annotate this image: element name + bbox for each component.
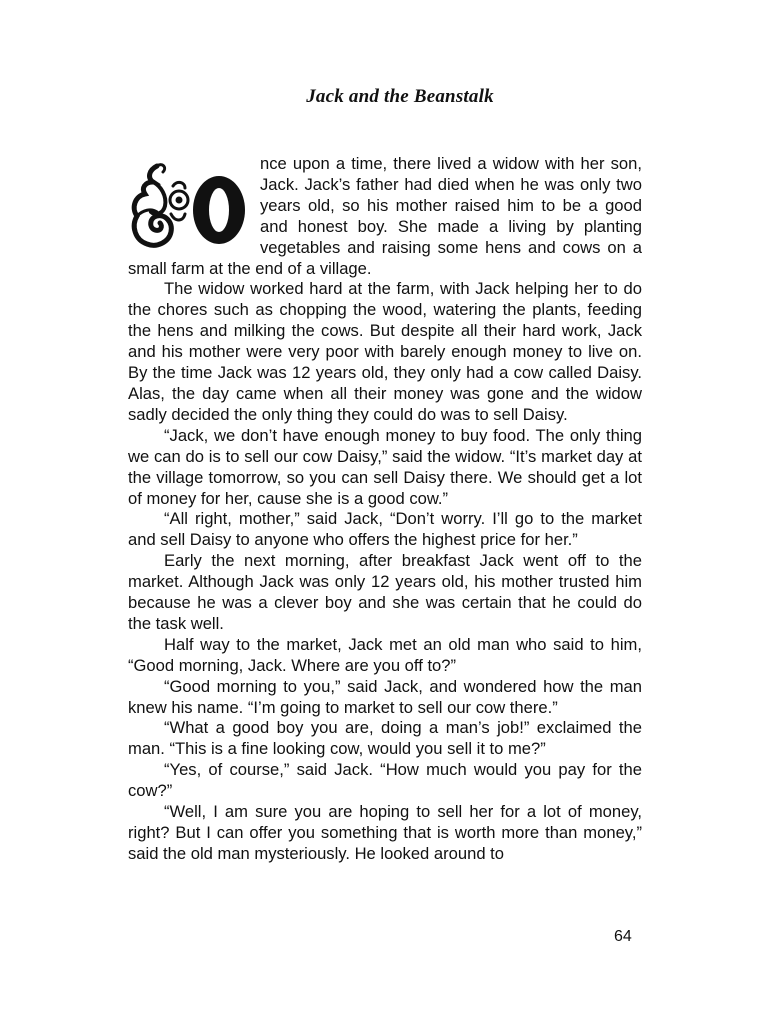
book-page: [128, 84, 642, 865]
story-text: [128, 154, 642, 865]
page-number: 64: [614, 928, 632, 945]
paragraph: “All right, mother,” said Jack, “Don’t worry. I’ll go to the market and sell Daisy to anyone who offers the highest price for her.”: [128, 509, 642, 550]
drop-cap: [126, 154, 252, 258]
paragraph: “Well, I am sure you are hoping to sell her for a lot of money, right? But I can offer you something that is worth more than money,” said the old man mysteriously. He looked around to: [128, 802, 642, 863]
chapter-title: Jack and the Beanstalk: [306, 86, 494, 107]
paragraph: “Yes, of course,” said Jack. “How much would you pay for the cow?”: [128, 760, 642, 801]
paragraph: nce upon a time, there lived a widow with her son, Jack. Jack’s father had died when he was only two years old, so his mother raised him to be a good and honest boy. She made a living by planting vegetables and raising some hens and cows on a small farm at the end of a village.: [128, 154, 642, 278]
paragraph: “What a good boy you are, doing a man’s job!” exclaimed the man. “This is a fine looking cow, would you sell it to me?”: [128, 718, 642, 759]
paragraph: Half way to the market, Jack met an old man who said to him, “Good morning, Jack. Where are you off to?”: [128, 634, 642, 675]
decorative-flourish-icon: [127, 156, 251, 256]
paragraph: “Jack, we don’t have enough money to buy food. The only thing we can do is to sell our cow Daisy,” said the widow. “It’s market day at the village tomorrow, so you can sell Daisy there. We should get a lot of money for her, cause she is a good cow.”: [128, 425, 642, 508]
paragraph: The widow worked hard at the farm, with Jack helping her to do the chores such as chopping the wood, watering the plants, feeding the hens and milking the cows. But despite all their hard work, Jack and his mother were very poor with barely enough money to live on. By the time Jack was 12 years old, they only had a cow called Daisy. Alas, the day came when all their money was gone and the widow sadly decided the only thing they could do was to sell Daisy.: [128, 279, 642, 424]
paragraph: “Good morning to you,” said Jack, and wondered how the man knew his name. “I’m going to market to sell our cow there.”: [128, 676, 642, 717]
paragraph: Early the next morning, after breakfast Jack went off to the market. Although Jack was only 12 years old, his mother trusted him because he was a clever boy and she was certain that he could do the task well.: [128, 551, 642, 633]
